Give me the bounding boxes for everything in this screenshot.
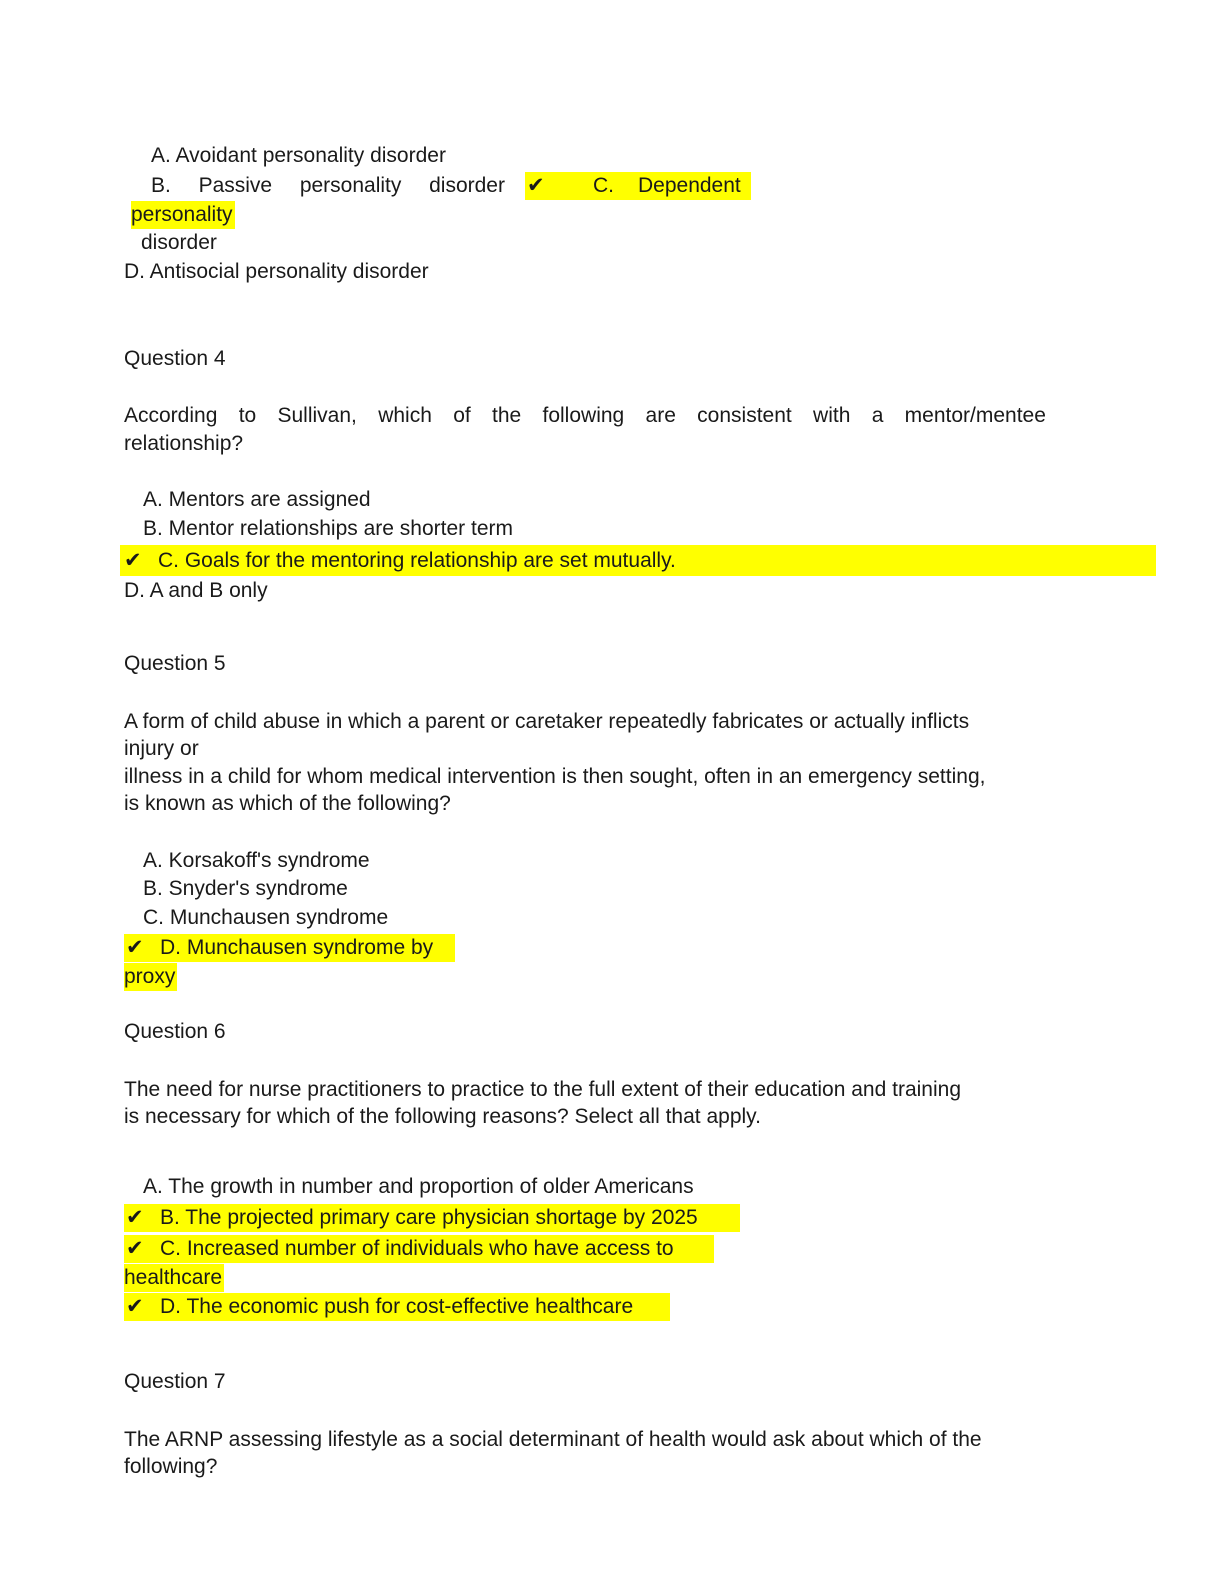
q6-option-a: A. The growth in number and proportion of older Americans	[143, 1175, 694, 1198]
checkmark-icon: ✔	[124, 549, 142, 572]
q4-stem-word: of	[453, 404, 471, 427]
q6-option-b-highlight	[124, 1204, 740, 1232]
q6-heading: Question 6	[124, 1020, 226, 1043]
q3-option-c-letter: C.	[593, 174, 614, 197]
q5-stem-line2: injury or	[124, 737, 199, 760]
q4-stem-line1	[124, 402, 1046, 430]
q5-heading: Question 5	[124, 652, 226, 675]
q5-stem-line3: illness in a child for whom medical intervention is then sought, often in an emergency setting,	[124, 765, 986, 788]
q5-option-c: C. Munchausen syndrome	[143, 906, 389, 929]
q6-option-d-highlight	[124, 1293, 670, 1321]
q4-stem-word: following	[542, 404, 625, 427]
q6-option-c: C. Increased number of individuals who have access to	[160, 1237, 674, 1260]
q4-stem-word: According	[124, 404, 218, 427]
q6-stem-line2: is necessary for which of the following reasons? Select all that apply.	[124, 1105, 761, 1128]
q3-option-c-word: Dependent	[638, 174, 741, 197]
q4-option-c: C. Goals for the mentoring relationship are set mutually.	[158, 549, 676, 572]
q4-option-b: B. Mentor relationships are shorter term	[143, 517, 513, 540]
q7-heading: Question 7	[124, 1370, 226, 1393]
q4-stem-word: with	[813, 404, 851, 427]
checkmark-icon: ✔	[126, 1295, 144, 1318]
q6-option-d: D. The economic push for cost-effective healthcare	[160, 1295, 634, 1318]
q3-option-a: A. Avoidant personality disorder	[151, 144, 446, 167]
q7-stem-line1: The ARNP assessing lifestyle as a social determinant of health would ask about which of the	[124, 1428, 982, 1451]
checkmark-icon: ✔	[126, 1237, 144, 1260]
q6-option-b: B. The projected primary care physician shortage by 2025	[160, 1206, 698, 1229]
q5-option-d-cont: proxy	[124, 963, 177, 991]
q4-option-c-highlight	[120, 545, 1156, 576]
q3-option-b-w3: personality	[299, 174, 402, 197]
q3-option-b-w4: disorder	[429, 174, 505, 197]
q5-option-d-highlight	[124, 934, 455, 962]
q5-stem-line4: is known as which of the following?	[124, 792, 451, 815]
q4-option-a: A. Mentors are assigned	[143, 488, 371, 511]
q3-option-b-w1: B.	[151, 174, 171, 197]
q3-option-c-cont2: disorder	[141, 231, 217, 254]
q7-stem-line2: following?	[124, 1455, 218, 1478]
q4-stem-word: Sullivan,	[277, 404, 357, 427]
q4-heading: Question 4	[124, 347, 226, 370]
q4-stem-word: consistent	[697, 404, 792, 427]
q3-option-d: D. Antisocial personality disorder	[124, 260, 429, 283]
q5-option-d: D. Munchausen syndrome by	[160, 936, 434, 959]
checkmark-icon: ✔	[126, 936, 144, 959]
q4-stem-word: the	[492, 404, 522, 427]
q4-option-d: D. A and B only	[124, 579, 268, 602]
q4-stem-line2: relationship?	[124, 432, 244, 455]
q4-stem-word: a	[871, 404, 884, 427]
q6-stem-line1: The need for nurse practitioners to practice to the full extent of their education and training	[124, 1078, 961, 1101]
checkmark-icon: ✔	[527, 174, 545, 197]
checkmark-icon: ✔	[126, 1206, 144, 1229]
q3-option-b	[151, 172, 505, 200]
q3-option-c-highlight	[525, 172, 751, 200]
q4-stem-word: are	[645, 404, 676, 427]
q5-option-a: A. Korsakoff's syndrome	[143, 849, 370, 872]
q6-option-c-cont: healthcare	[124, 1264, 224, 1292]
q4-stem-word: to	[238, 404, 257, 427]
q3-option-b-w2: Passive	[198, 174, 273, 197]
q4-stem-word: mentor/mentee	[904, 404, 1046, 427]
q3-option-c-cont: personality	[131, 201, 235, 229]
q5-stem-line1: A form of child abuse in which a parent or caretaker repeatedly fabricates or actually inflicts	[124, 710, 970, 733]
q5-option-b: B. Snyder's syndrome	[143, 877, 348, 900]
q6-option-c-highlight	[124, 1235, 714, 1263]
q4-stem-word: which	[378, 404, 432, 427]
